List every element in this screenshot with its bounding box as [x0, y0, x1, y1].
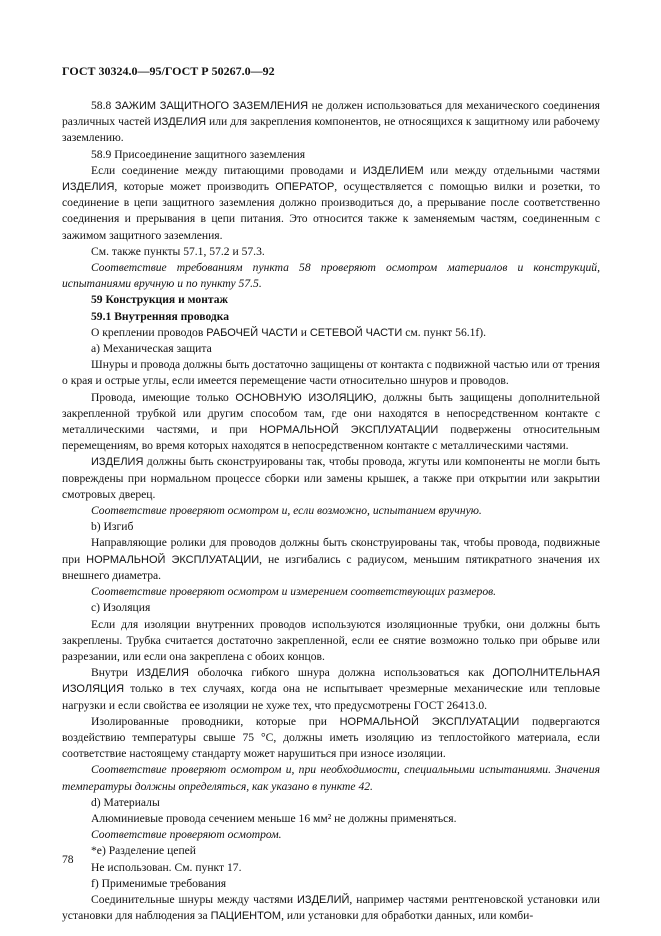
- defined-term: ПАЦИЕНТОМ: [210, 910, 282, 923]
- paragraph: [62, 876, 600, 892]
- text-run: Изолированные проводники, которые при: [91, 714, 340, 728]
- text-run: Алюминиевые провода сечением меньше 16 мм² не должны применяться.: [91, 811, 457, 825]
- paragraph: [62, 244, 600, 260]
- text-run: 58.8: [91, 99, 115, 112]
- defined-term: ДОПОЛНИТЕЛЬНАЯ ИЗОЛЯЦИЯ: [62, 667, 601, 696]
- defined-term: СЕТЕВОЙ ЧАСТИ: [309, 326, 403, 339]
- defined-term: ИЗДЕЛИЕМ: [362, 164, 424, 177]
- defined-term: ИЗДЕЛИЙ: [297, 893, 350, 906]
- text-run: 59.1 Внутренняя проводка: [91, 309, 230, 323]
- paragraph: [62, 584, 600, 600]
- document-body: [62, 98, 600, 924]
- defined-term: РАБОЧЕЙ ЧАСТИ: [206, 326, 298, 339]
- paragraph: [62, 390, 600, 455]
- paragraph: [62, 98, 600, 147]
- defined-term: НОРМАЛЬНОЙ ЭКСПЛУАТАЦИИ: [259, 424, 439, 437]
- paragraph: [62, 617, 600, 666]
- paragraph: [62, 163, 600, 244]
- text-run: а) Механическая защита: [91, 342, 212, 356]
- text-run: Провода, имеющие только: [91, 390, 236, 404]
- text-run: с) Изоляция: [91, 601, 151, 615]
- defined-term: НОРМАЛЬНОЙ ЭКСПЛУАТАЦИИ: [86, 553, 260, 566]
- text-run: 59 Конструкция и монтаж: [91, 293, 228, 307]
- paragraph: [62, 519, 600, 535]
- text-run: 58.9 Присоединение защитного заземления: [91, 147, 306, 161]
- paragraph: [62, 147, 600, 163]
- paragraph: [62, 292, 600, 308]
- paragraph: [62, 762, 600, 794]
- text-run: d) Материалы: [91, 795, 160, 809]
- document-header: ГОСТ 30324.0—95/ГОСТ Р 50267.0—92: [62, 64, 275, 78]
- text-run: Соответствие проверяют осмотром и, если возможно, испытанием вручную.: [91, 504, 482, 518]
- text-run: f) Применимые требования: [91, 876, 227, 890]
- defined-term: ИЗДЕЛИЯ: [91, 456, 144, 469]
- text-run: , или установки для обработки данных, или комби-: [281, 909, 534, 923]
- text-run: b) Изгиб: [91, 520, 134, 534]
- paragraph: [62, 535, 600, 584]
- text-run: Если для изоляции внутренних проводов используются изоляционные трубки, они должны быть закреплены. Трубка считается достаточно закрепленной, если ее снятие возможно только при обрыве или разрезании, или если она закреплена с обоих концов.: [62, 617, 600, 663]
- text-run: Если соединение между питающими проводами и: [91, 163, 363, 177]
- text-run: Соответствие требованиям пункта 58 проверяют осмотром материалов и конструкций, испытаниями вручную и по пункту 57.5.: [62, 261, 600, 291]
- defined-term: НОРМАЛЬНОЙ ЭКСПЛУАТАЦИИ: [339, 715, 520, 728]
- text-run: О креплении проводов: [91, 325, 207, 339]
- text-run: должны быть сконструированы так, чтобы провода, жгуты или компоненты не могли быть повреждены при нормальном процессе сборки или замены крышек, а также при открытии или закрытии смотровых дверец.: [62, 455, 600, 501]
- text-run: , осуществляется с помощью вилки и розетки, то соединение в цепи защитного заземления должно производиться до, а прерывание после соответственно соединения и прерывания в цепи питания. Это относится также к заменяемым частям, соединенным с зажимом защитного заземления.: [62, 180, 601, 242]
- paragraph: [62, 341, 600, 357]
- defined-term: ИЗДЕЛИЯ: [136, 667, 189, 680]
- paragraph: [62, 665, 600, 714]
- paragraph: [62, 860, 600, 876]
- text-run: *е) Разделение цепей: [91, 844, 197, 858]
- paragraph: [62, 454, 600, 503]
- text-run: Внутри: [91, 666, 137, 680]
- text-run: , которые может производить: [114, 180, 276, 194]
- text-run: и: [297, 325, 310, 339]
- text-run: , должны быть защищены дополнительной закрепленной трубкой или другим способом там, где они находятся в непосредственном контакте с металлическими частями, и при: [62, 390, 600, 437]
- defined-term: ИЗДЕЛИЯ: [153, 116, 207, 129]
- paragraph: [62, 260, 600, 292]
- text-run: Соответствие проверяют осмотром и измерением соответствующих размеров.: [91, 585, 497, 599]
- text-run: Соединительные шнуры между частями: [91, 892, 298, 906]
- text-run: Не использован. См. пункт 17.: [91, 860, 242, 874]
- text-run: см. пункт 56.1f).: [402, 325, 487, 339]
- paragraph: [62, 827, 600, 843]
- paragraph: [62, 843, 600, 859]
- text-run: Направляющие ролики для проводов должны быть сконструированы так, чтобы провода, подвижные при: [62, 536, 600, 566]
- text-run: Соответствие проверяют осмотром и, при необходимости, специальными испытаниями. Значения температуры должны определяться, как указано в пункте 42.: [62, 763, 600, 793]
- paragraph: [62, 892, 600, 924]
- text-run: См. также пункты 57.1, 57.2 и 57.3.: [91, 244, 265, 258]
- paragraph: [62, 714, 600, 763]
- paragraph: [62, 811, 600, 827]
- paragraph: [62, 600, 600, 616]
- text-run: оболочка гибкого шнура должна использоваться как: [189, 666, 493, 680]
- paragraph: [62, 357, 600, 389]
- text-run: только в тех случаях, когда она не испытывает чрезмерные механические или тепловые нагрузки и если свойства ее изоляции не хуже тех, что предусмотрены ГОСТ 26413.0.: [62, 682, 600, 712]
- text-run: , не изгибались с радиусом, меньшим пятикратного значения их внешнего диаметра.: [62, 552, 600, 582]
- text-run: или для закрепления компонентов, не относящихся к защитному или рабочему заземлению.: [62, 115, 600, 145]
- text-run: подвергаются воздействию температуры свыше 75 °С, должны иметь изоляцию из теплостойкого материала, если соответствие настоящему стандарту может нарушиться при износе изоляции.: [62, 714, 600, 761]
- text-run: не должен использоваться для механического соединения различных частей: [62, 99, 600, 129]
- paragraph: [62, 325, 600, 341]
- text-run: или между отдельными частями: [423, 163, 600, 177]
- paragraph: [62, 503, 600, 519]
- defined-term: ИЗДЕЛИЯ: [62, 181, 115, 194]
- text-run: , например частями рентгеновской установки или установки для наблюдения за: [62, 892, 600, 923]
- defined-term: ОСНОВНУЮ ИЗОЛЯЦИЮ: [235, 391, 374, 404]
- defined-term: ОПЕРАТОР: [275, 181, 335, 194]
- text-run: Шнуры и провода должны быть достаточно защищены от контакта с подвижной частью или от трения о края и острые углы, если имеется перемещение части относительно шнуров и проводов.: [62, 358, 600, 388]
- text-run: Соответствие проверяют осмотром.: [91, 828, 282, 842]
- defined-term: ЗАЖИМ ЗАЩИТНОГО ЗАЗЕМЛЕНИЯ: [114, 100, 309, 112]
- page-number: 78: [62, 853, 74, 866]
- text-run: подвержены относительным перемещениям, во время которых находятся в непосредственном контакте с металлическими частями.: [62, 423, 600, 453]
- paragraph: [62, 309, 600, 325]
- paragraph: [62, 795, 600, 811]
